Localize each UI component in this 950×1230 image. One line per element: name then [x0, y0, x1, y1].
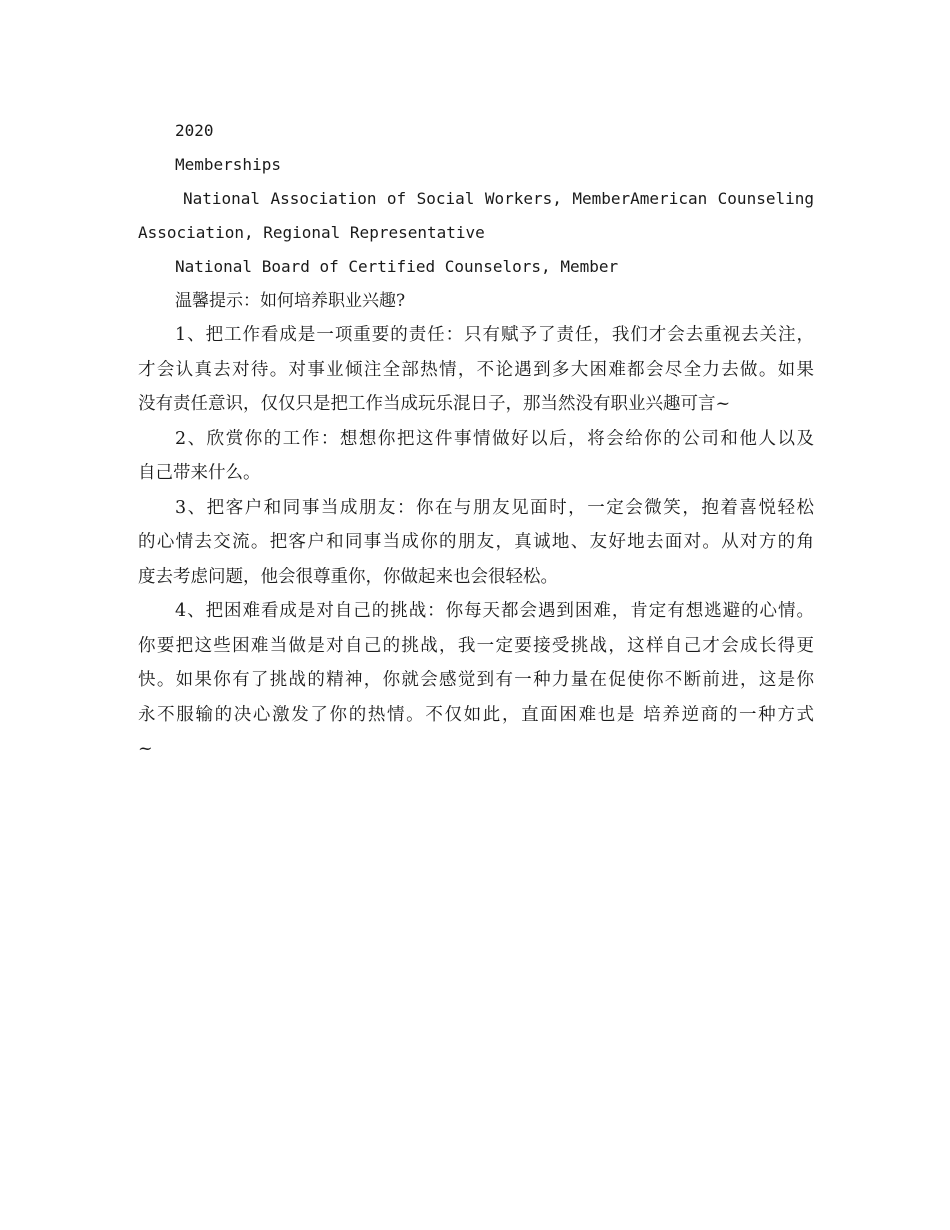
tip-item [138, 422, 814, 491]
year-text: 2020 [175, 121, 214, 140]
tip-line: 没有责任意识，仅仅只是把工作当成玩乐混日子，那当然没有职业兴趣可言~ [138, 394, 731, 414]
tip-item [138, 318, 814, 422]
tip-line: 2、欣赏你的工作：想想你把这件事情做好以后，将会给你的公司和他人以及 [175, 428, 814, 449]
document-body [138, 114, 814, 767]
tip-line: 4、把困难看成是对自己的挑战：你每天都会遇到困难，肯定有想逃避的心情。 [175, 601, 814, 621]
tip-line: 1、把工作看成是一项重要的责任：只有赋予了责任，我们才会去重视去关注， [175, 325, 814, 345]
tip-item [138, 594, 814, 767]
tip-line: 永不服输的决心激发了你的热情。不仅如此，直面困难也是 培养逆商的一种方式 [138, 704, 814, 725]
tip-line: 度去考虑问题，他会很尊重你，你做起来也会很轻松。 [138, 566, 558, 587]
tip-line: 自己带来什么。 [138, 463, 261, 483]
tip-heading: 温馨提示：如何培养职业兴趣? [175, 291, 406, 311]
membership-line-aca-role: Association, Regional Representative [138, 223, 485, 242]
tip-line: ~ [138, 739, 153, 759]
membership-line-nasw-aca: National Association of Social Workers, MemberAmerican Counseling [183, 189, 814, 208]
tip-line: 3、把客户和同事当成朋友：你在与朋友见面时，一定会微笑，抱着喜悦轻松 [175, 497, 814, 518]
tip-line: 才会认真去对待。对事业倾注全部热情，不论遇到多大困难都会尽全力去做。如果 [138, 359, 814, 380]
tip-line: 的心情去交流。把客户和同事当成你的朋友，真诚地、友好地去面对。从对方的角 [138, 532, 814, 552]
membership-nbcc: National Board of Certified Counselors, Member [175, 257, 619, 276]
tip-item [138, 491, 814, 595]
tip-line: 你要把这些困难当做是对自己的挑战，我一定要接受挑战，这样自己才会成长得更 [138, 635, 814, 656]
tip-line: 快。如果你有了挑战的精神，你就会感觉到有一种力量在促使你不断前进，这是你 [138, 670, 814, 690]
memberships-heading: Memberships [175, 155, 281, 174]
